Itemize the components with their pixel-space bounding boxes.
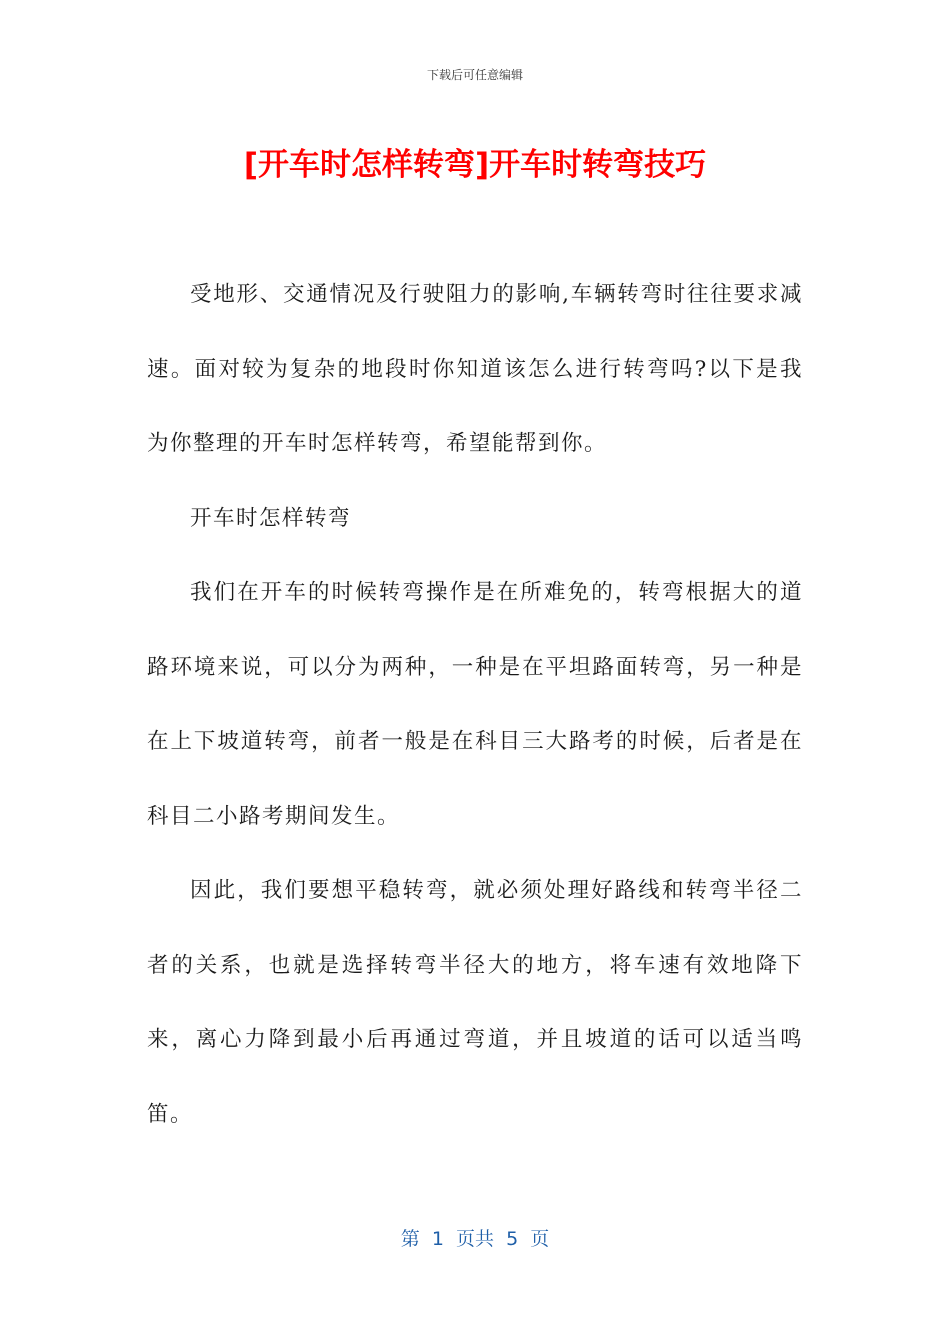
header-note: 下载后可任意编辑	[426, 68, 523, 82]
paragraph-turning-types: 我们在开车的时候转弯操作是在所难免的，转弯根据大的道路环境来说，可以分为两种，一种是在平坦路面转弯，另一种是在上下坡道转弯，前者一般是在科目三大路考的时候，后者是在科目二小路考期间发生。	[147, 580, 803, 829]
page-footer: 第 1 页共 5 页	[400, 1228, 550, 1250]
document-title: [开车时怎样转弯]开车时转弯技巧	[243, 147, 707, 183]
section-heading: 开车时怎样转弯	[190, 505, 352, 531]
paragraph-turning-advice: 因此，我们要想平稳转弯，就必须处理好路线和转弯半径二者的关系，也就是选择转弯半径大的地方，将车速有效地降下来，离心力降到最小后再通过弯道，并且坡道的话可以适当鸣笛。	[147, 878, 803, 1127]
document-body	[147, 258, 803, 1152]
paragraph-intro: 受地形、交通情况及行驶阻力的影响,车辆转弯时往往要求减速。面对较为复杂的地段时你知道该怎么进行转弯吗?以下是我为你整理的开车时怎样转弯，希望能帮到你。	[147, 282, 803, 456]
